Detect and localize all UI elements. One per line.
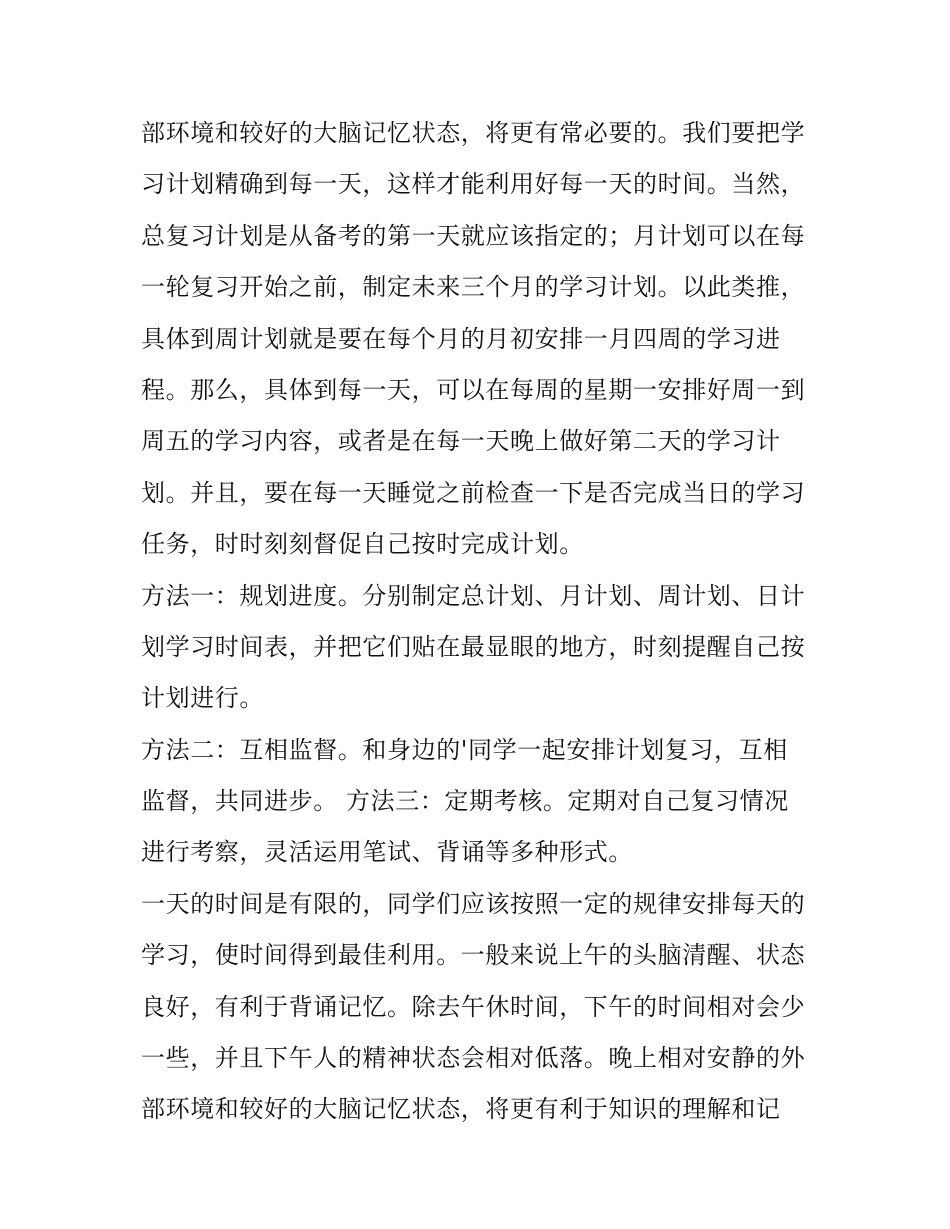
text-line-8: 划。并且，要在每一天睡觉之前检查一下是否完成当日的学习	[141, 478, 806, 507]
text-line-19: 一些，并且下午人的精神状态会相对低落。晚上相对安静的外	[141, 1044, 806, 1073]
text-line-16: 一天的时间是有限的，同学们应该按照一定的规律安排每天的	[141, 889, 806, 918]
text-line-18: 良好，有利于背诵记忆。除去午休时间，下午的时间相对会少	[141, 992, 806, 1021]
text-line-5: 具体到周计划就是要在每个月的月初安排一月四周的学习进	[141, 324, 781, 353]
document-body	[141, 108, 821, 1136]
text-line-14: 监督，共同进步。 方法三：定期考核。定期对自己复习情况	[141, 787, 789, 816]
text-line-7: 周五的学习内容，或者是在每一天晚上做好第二天的学习计	[141, 427, 781, 456]
text-line-3: 总复习计划是从备考的第一天就应该指定的；月计划可以在每	[141, 221, 806, 250]
text-line-2: 习计划精确到每一天，这样才能利用好每一天的时间。当然，	[141, 170, 806, 199]
text-line-6: 程。那么，具体到每一天，可以在每周的星期一安排好周一到	[141, 375, 806, 404]
text-line-1: 部环境和较好的大脑记忆状态，将更有常必要的。我们要把学	[141, 119, 806, 147]
text-line-11: 划学习时间表，并把它们贴在最显眼的地方，时刻提醒自己按	[141, 632, 806, 661]
text-line-4: 一轮复习开始之前，制定未来三个月的学习计划。以此类推，	[141, 273, 806, 302]
text-line-9: 任务，时时刻刻督促自己按时完成计划。	[141, 530, 584, 559]
text-line-15: 进行考察，灵活运用笔试、背诵等多种形式。	[141, 838, 633, 867]
text-line-13: 方法二：互相监督。和身边的'同学一起安排计划复习，互相	[141, 735, 788, 764]
text-line-17: 学习，使时间得到最佳利用。一般来说上午的头脑清醒、状态	[141, 941, 806, 970]
text-line-12: 计划进行。	[141, 684, 264, 713]
text-line-10: 方法一：规划进度。分别制定总计划、月计划、周计划、日计	[141, 581, 806, 610]
text-line-20: 部环境和较好的大脑记忆状态，将更有利于知识的理解和记	[141, 1095, 781, 1124]
